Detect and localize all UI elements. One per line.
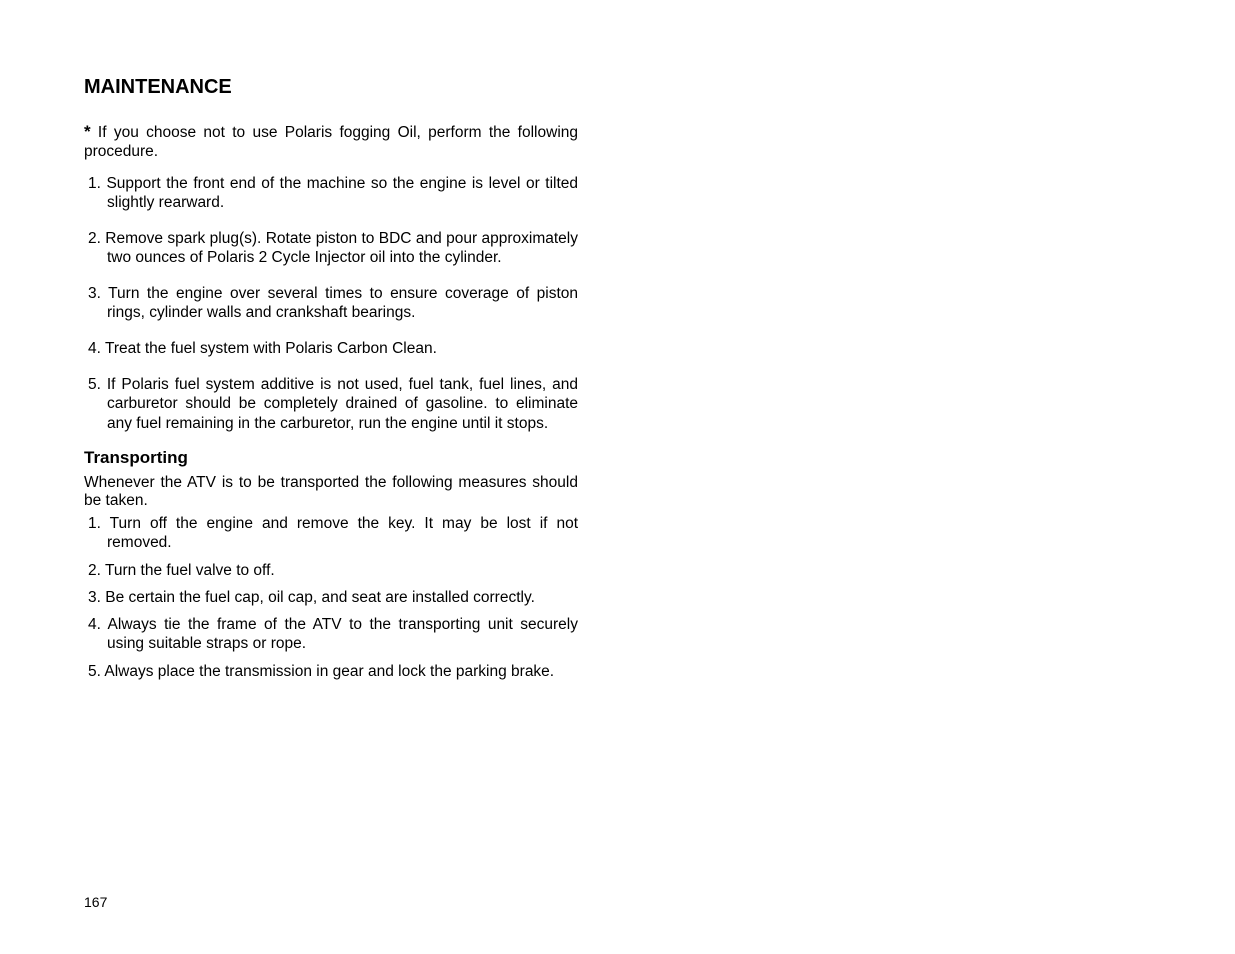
- transporting-step: 4. Always tie the frame of the ATV to the transporting unit securely using suitable straps or rope.: [88, 616, 578, 653]
- page-content: [84, 74, 578, 681]
- maintenance-step: 1. Support the front end of the machine so the engine is level or tilted slightly rearward.: [88, 175, 578, 212]
- transporting-heading: Transporting: [84, 447, 188, 467]
- transporting-step: 2. Turn the fuel valve to off.: [88, 561, 275, 579]
- maintenance-step: 5. If Polaris fuel system additive is not used, fuel tank, fuel lines, and carburetor should be completely drained of gasoline. to eliminate any fuel remaining in the carburetor, run the engine until it stops.: [88, 376, 578, 432]
- maintenance-step: 2. Remove spark plug(s). Rotate piston to BDC and pour approximately two ounces of Polaris 2 Cycle Injector oil into the cylinder.: [88, 229, 578, 266]
- maintenance-step-list: [84, 174, 578, 433]
- transporting-step-list: [84, 514, 578, 681]
- page-number: 167: [84, 894, 108, 910]
- transporting-intro: Whenever the ATV is to be transported the following measures should be taken.: [84, 473, 578, 509]
- fogging-oil-note: [84, 122, 578, 161]
- transporting-step: 3. Be certain the fuel cap, oil cap, and seat are installed correctly.: [88, 588, 535, 606]
- transporting-step: 5. Always place the transmission in gear and lock the parking brake.: [88, 662, 555, 680]
- section-title: MAINTENANCE: [84, 76, 232, 98]
- transporting-step: 1. Turn off the engine and remove the key. It may be lost if not removed.: [88, 514, 578, 552]
- note-text: If you choose not to use Polaris fogging Oil, perform the following procedure.: [84, 124, 578, 160]
- maintenance-step: 3. Turn the engine over several times to ensure coverage of piston rings, cylinder walls and crankshaft bearings.: [88, 285, 578, 322]
- note-asterisk: *: [84, 122, 91, 141]
- maintenance-step: 4. Treat the fuel system with Polaris Carbon Clean.: [88, 339, 437, 357]
